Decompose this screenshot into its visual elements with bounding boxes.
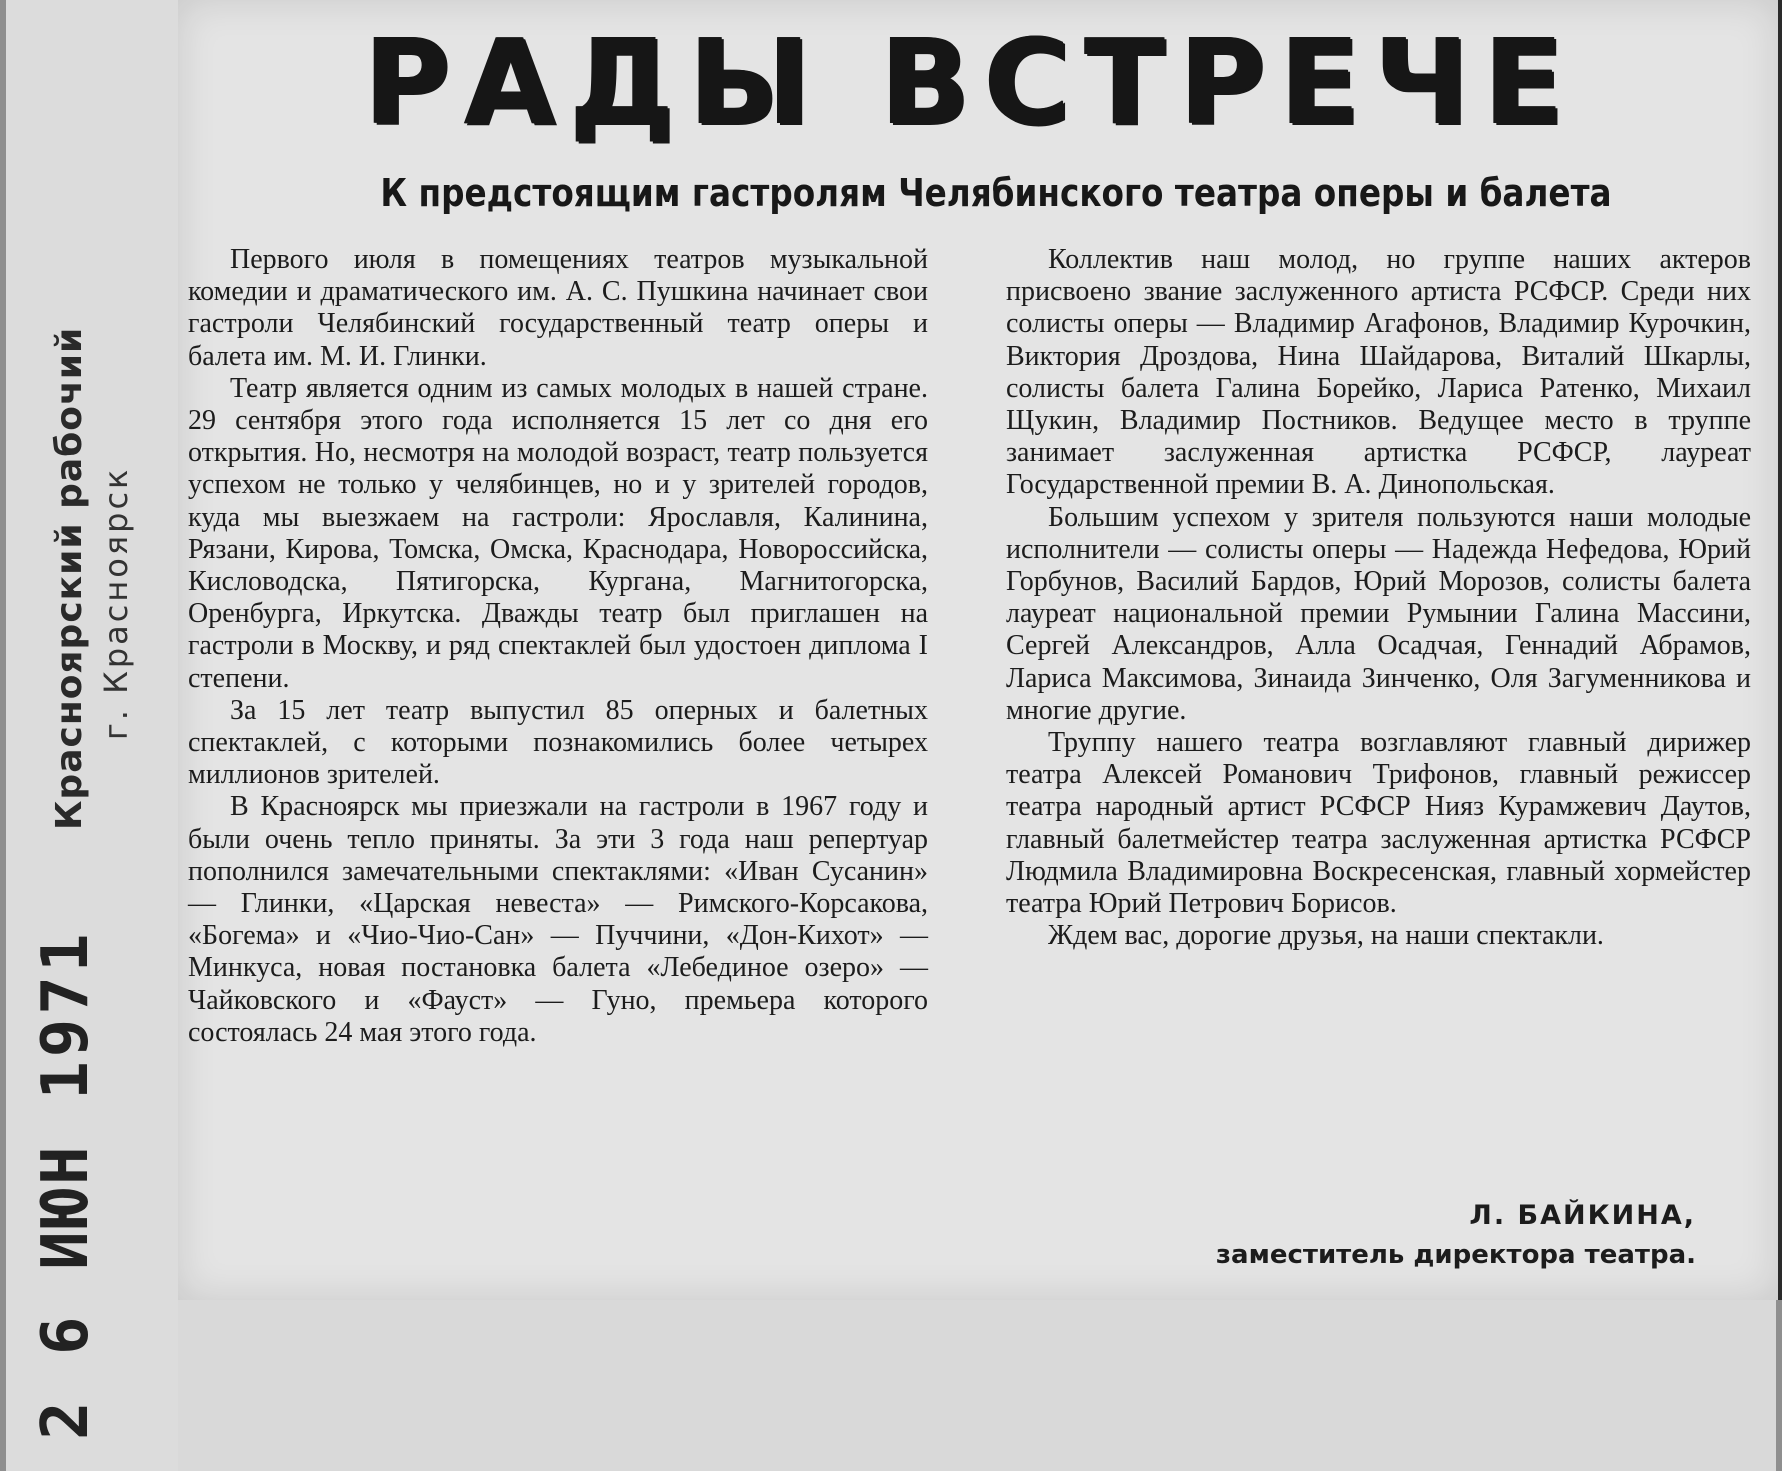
- paragraph: Ждем вас, дорогие друзья, на наши спектакли.: [1048, 920, 1604, 952]
- paragraph: Труппу нашего театра возглавляют главный дирижер театра Алексей Романович Трифонов, главный режиссер театра народный артист РСФСР Нияз Курамжевич Даутов, главный балетмейстер театра заслуженная артистка РСФСР Людмила Владимировна Воскресенская, главный хормейстер театра Юрий Петрович Борисов.: [1006, 727, 1751, 920]
- date-stamp: 2 6 ИЮН 1971: [29, 929, 103, 1440]
- article-headline: РАДЫ ВСТРЕЧЕ: [363, 13, 1579, 151]
- paragraph: В Красноярск мы приезжали на гастроли в 1967 году и были очень тепло приняты. За эти 3 года наш репертуар пополнился замечательными спектаклями: «Иван Сусанин» — Глинки, «Царская невеста» — Римского-Корсакова, «Богема» и «Чио-Чио-Сан» — Пуччини, «Дон-Кихот» — Минкуса, новая постановка балета «Лебединое озеро» — Чайковского и «Фауст» — Гуно, премьера которого состоялась 24 мая этого года.: [188, 791, 928, 1048]
- paragraph: Большим успехом у зрителя пользуются наши молодые исполнители — солисты оперы — Надежда Нефедова, Юрий Горбунов, Василий Бардов, Юрий Морозов, солисты балета лауреат национальной премии Румынии Галина Массини, Сергей Александров, Алла Осадчая, Геннадий Абрамов, Лариса Максимова, Зинаида Зинченко, Оля Загуменникова и многие другие.: [1006, 501, 1751, 726]
- paragraph: Коллектив наш молод, но группе наших актеров присвоено звание заслуженного артиста РСФСР. Среди них солисты оперы — Владимир Агафонов, Владимир Курочкин, Виктория Дроздова, Нина Шайдарова, Виталий Шкарлы, солисты балета Галина Борейко, Лариса Ратенко, Михаил Щукин, Владимир Постников. Ведущее место в труппе занимает заслуженная артистка РСФСР, лауреат Государственной премии В. А. Динопольская.: [1006, 244, 1751, 501]
- newspaper-stamp: [46, 270, 146, 830]
- paragraph: Театр является одним из самых молодых в нашей стране. 29 сентября этого года исполняется 15 лет со дня его открытия. Но, несмотря на молодой возраст, театр пользуется успехом не только у челябинцев, но и у зрителей городов, куда мы выезжаем на гастроли: Ярославля, Калинина, Рязани, Кирова, Томска, Омска, Краснодара, Новороссийска, Кисловодска, Пятигорска, Кургана, Магнитогорска, Оренбурга, Иркутска. Дважды театр был приглашен на гастроли в Москву, и ряд спектаклей был удостоен диплома I степени.: [188, 372, 928, 694]
- article-subheadline: К предстоящим гастролям Челябинского театра оперы и балета: [380, 171, 1612, 215]
- archive-sheet: [6, 0, 1776, 1471]
- author-name: Л. БАЙКИНА,: [1469, 1200, 1696, 1231]
- article-column-left: [188, 244, 928, 1284]
- paragraph: Первого июля в помещениях театров музыкальной комедии и драматического им. А. С. Пушкина начинает свои гастроли Челябинский государственный театр оперы и балета им. М. И. Глинки.: [188, 244, 928, 372]
- newspaper-city: г. Красноярск: [97, 466, 135, 740]
- author-title: заместитель директора театра.: [1215, 1240, 1696, 1270]
- newspaper-name: Красноярский рабочий: [49, 326, 90, 830]
- article-column-right: [1006, 244, 1751, 1284]
- paragraph: За 15 лет театр выпустил 85 оперных и балетных спектаклей, с которыми познакомились более четырех миллионов зрителей.: [188, 694, 928, 791]
